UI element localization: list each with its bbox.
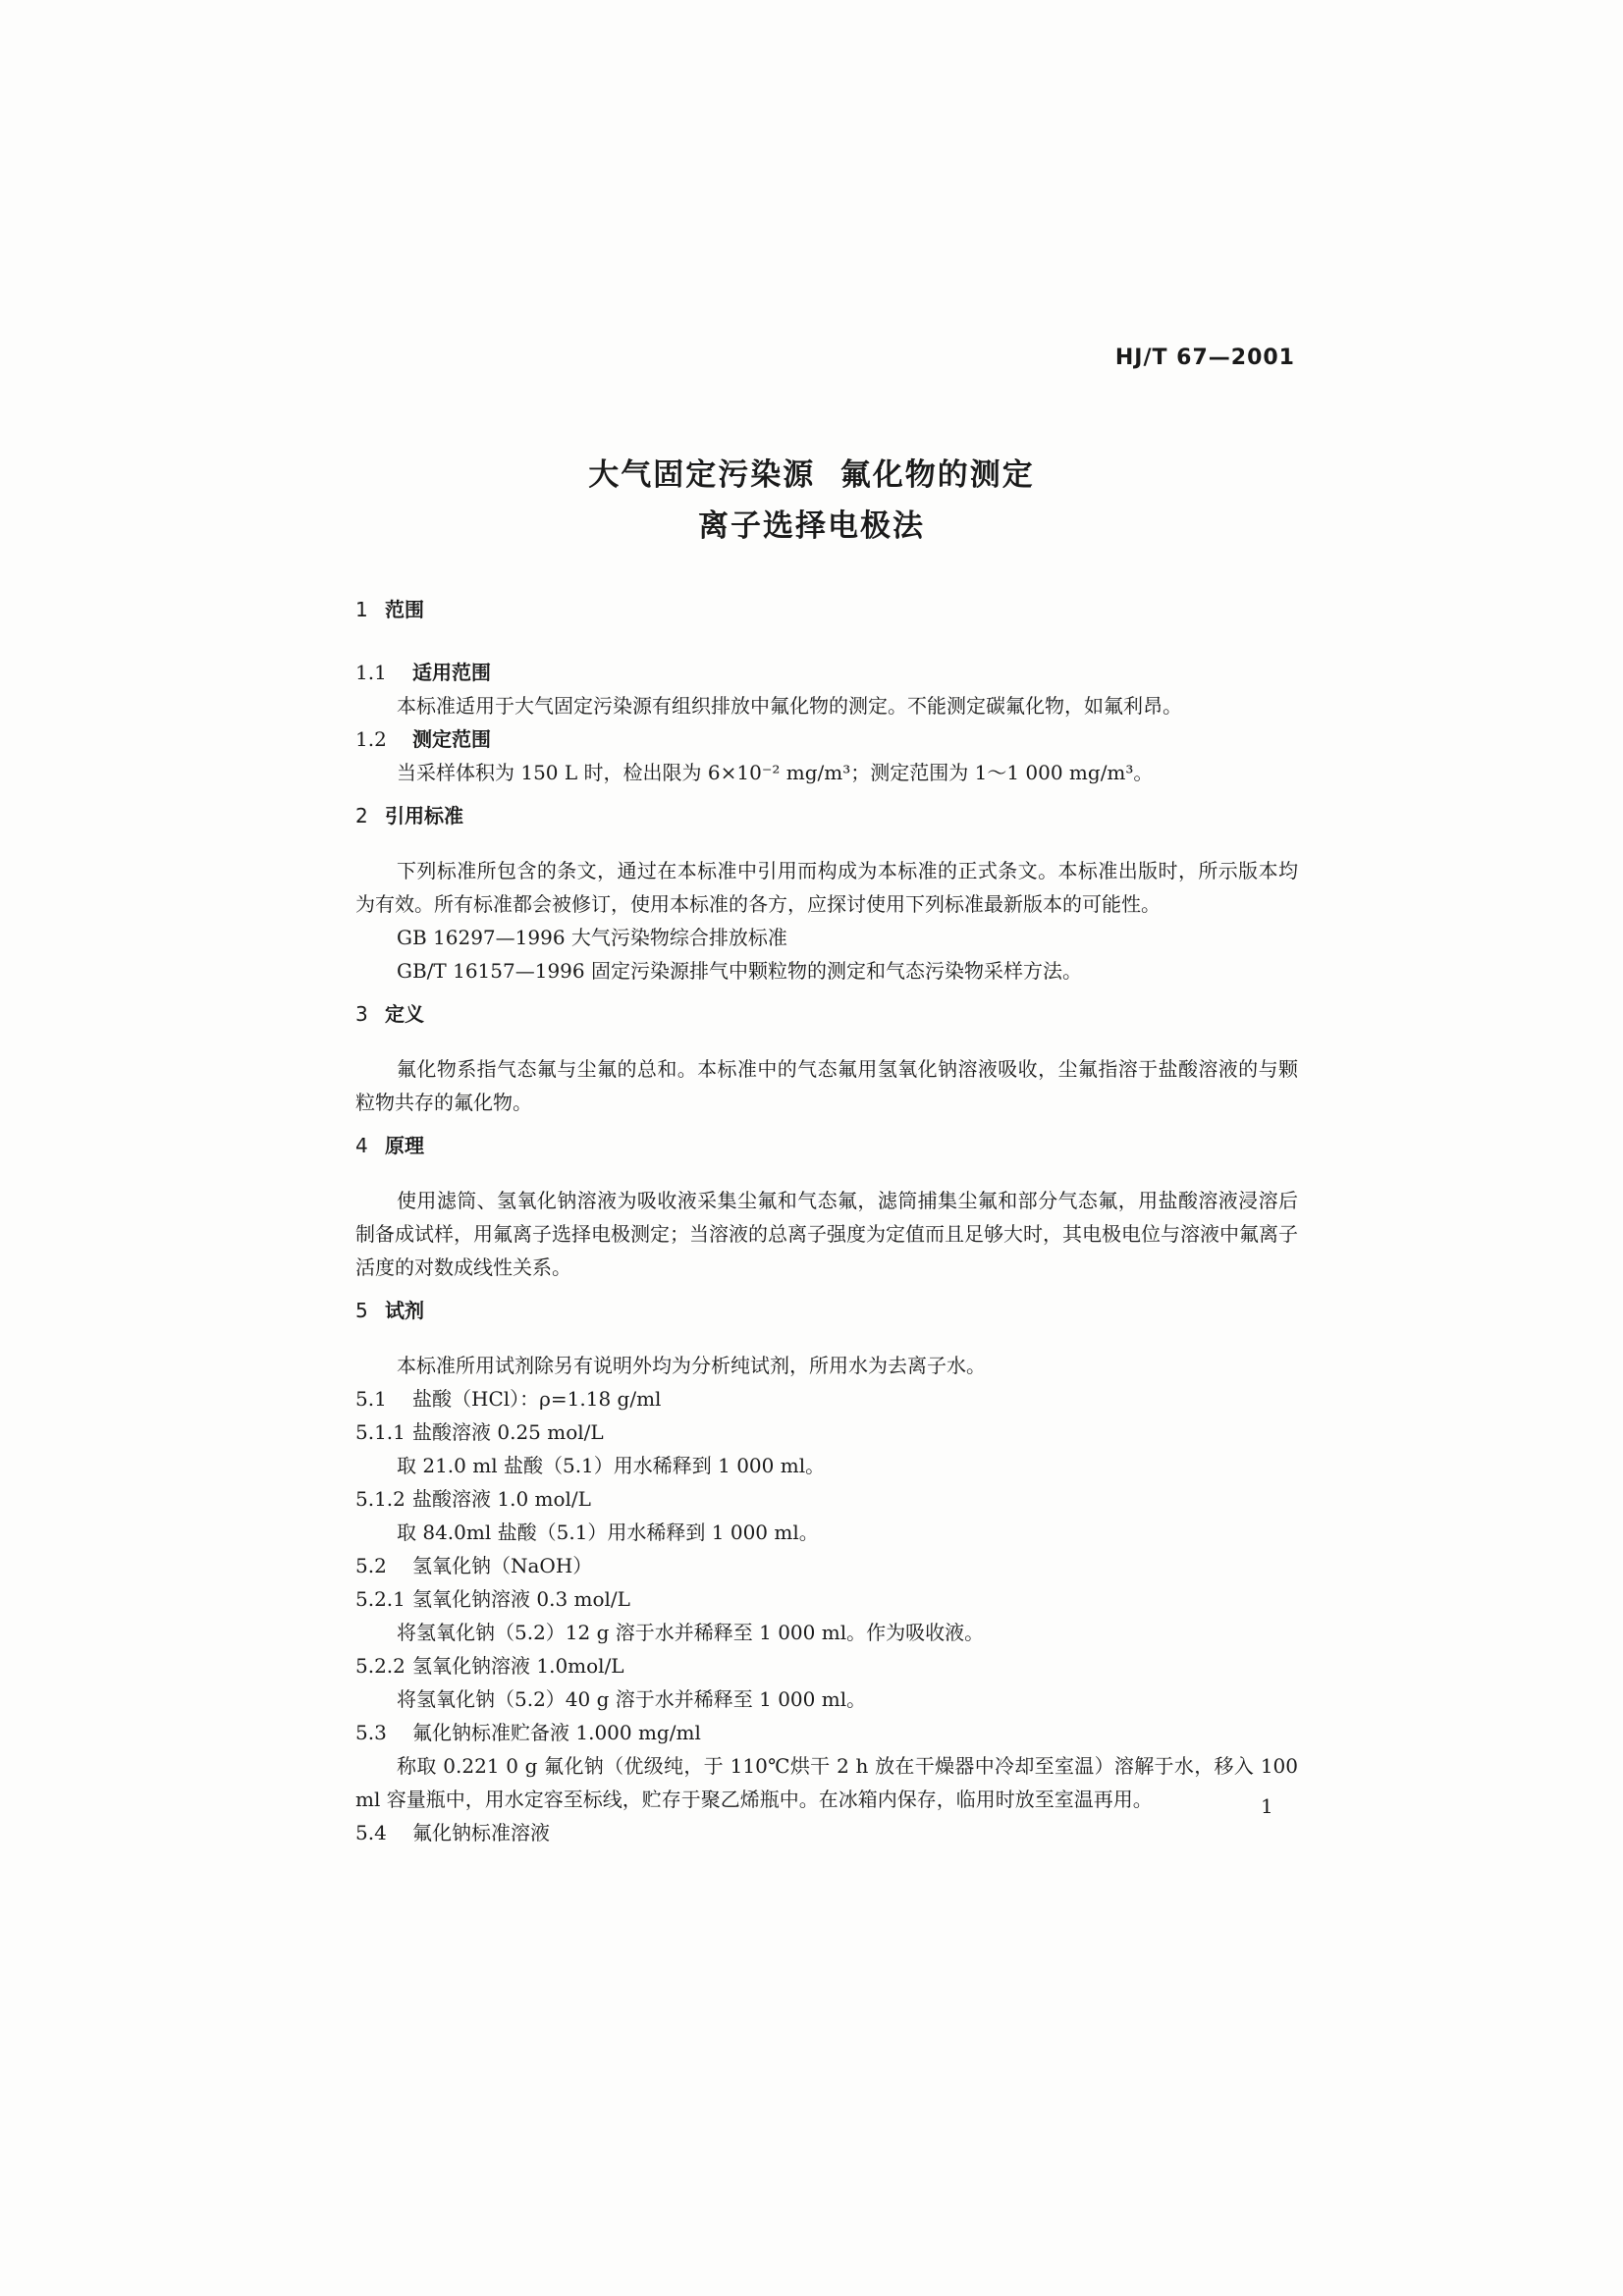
paragraph: 氟化物系指气态氟与尘氟的总和。本标准中的气态氟用氢氧化钠溶液吸收，尘氟指溶于盐酸溶液的与颗粒物共存的氟化物。 — [355, 1057, 1298, 1114]
clause-body: 将氢氧化钠（5.2）12 g 溶于水并稀释至 1 000 ml。作为吸收液。 — [397, 1621, 985, 1644]
section-number: 3 — [355, 1002, 368, 1026]
section-number: 4 — [355, 1134, 368, 1157]
clause-5-2 — [355, 1549, 1298, 1582]
paragraph: 使用滤筒、氢氧化钠溶液为吸收液采集尘氟和气态氟，滤筒捕集尘氟和部分气态氟，用盐酸溶液浸溶后制备成试样，用氟离子选择电极测定；当溶液的总离子强度为定值而且足够大时，其电极电位与溶液中氟离子活度的对数成线性关系。 — [355, 1189, 1298, 1279]
subsection-title: 适用范围 — [412, 661, 491, 684]
subsection-title: 测定范围 — [412, 727, 491, 751]
clause-5-1-1 — [355, 1415, 1298, 1449]
clause-text: 氟化钠标准溶液 — [412, 1821, 550, 1844]
title-line-2: 离子选择电极法 — [698, 508, 925, 544]
section-title: 定义 — [385, 1002, 424, 1026]
clause-text: 氢氧化钠溶液 0.3 mol/L — [412, 1587, 630, 1611]
reference-item: GB/T 16157—1996 固定污染源排气中颗粒物的测定和气态污染物采样方法。 — [397, 959, 1082, 983]
subsection-number: 1.1 — [355, 661, 387, 684]
subsection-heading-1-1 — [355, 656, 1298, 689]
section-number: 1 — [355, 598, 368, 621]
section-title: 原理 — [385, 1134, 424, 1157]
clause-number: 5.1.2 — [355, 1487, 406, 1511]
clause-text: 盐酸溶液 0.25 mol/L — [412, 1420, 604, 1444]
document-body — [355, 593, 1298, 1849]
section-title: 引用标准 — [385, 804, 463, 828]
clause-5-2-2 — [355, 1649, 1298, 1682]
clause-body: 取 84.0ml 盐酸（5.1）用水稀释到 1 000 ml。 — [397, 1521, 819, 1544]
section-heading-3 — [355, 997, 1298, 1031]
clause-number: 5.2 — [355, 1554, 387, 1577]
clause-text: 氟化钠标准贮备液 1.000 mg/ml — [412, 1721, 701, 1744]
clause-text: 氢氧化钠溶液 1.0mol/L — [412, 1654, 624, 1678]
clause-5-3 — [355, 1716, 1298, 1749]
clause-number: 5.2.2 — [355, 1654, 406, 1678]
subsection-number: 1.2 — [355, 727, 387, 751]
clause-text: 氢氧化钠（NaOH） — [412, 1554, 593, 1577]
paragraph: 本标准适用于大气固定污染源有组织排放中氟化物的测定。不能测定碳氟化物，如氟利昂。 — [397, 694, 1182, 718]
document-title — [0, 450, 1623, 552]
section-title: 范围 — [385, 598, 424, 621]
reference-item: GB 16297—1996 大气污染物综合排放标准 — [397, 926, 787, 949]
paragraph: 下列标准所包含的条文，通过在本标准中引用而构成为本标准的正式条文。本标准出版时，所示版本均为有效。所有标准都会被修订，使用本标准的各方，应探讨使用下列标准最新版本的可能性。 — [355, 859, 1298, 916]
clause-number: 5.2.1 — [355, 1587, 406, 1611]
clause-5-2-1 — [355, 1582, 1298, 1616]
clause-text: 盐酸（HCl）：ρ=1.18 g/ml — [412, 1387, 662, 1411]
clause-5-1 — [355, 1382, 1298, 1415]
clause-5-1-2 — [355, 1482, 1298, 1516]
clause-body: 称取 0.221 0 g 氟化钠（优级纯，于 110℃烘干 2 h 放在干燥器中冷却至室温）溶解于水，移入 100 ml 容量瓶中，用水定容至标线，贮存于聚乙烯瓶中。在冰箱内保存，临用时放至室温再用。 — [355, 1754, 1298, 1811]
title-line-1: 大气固定污染源 氟化物的测定 — [588, 457, 1035, 493]
section-heading-2 — [355, 799, 1298, 832]
section-heading-4 — [355, 1129, 1298, 1162]
paragraph: 本标准所用试剂除另有说明外均为分析纯试剂，所用水为去离子水。 — [397, 1354, 986, 1377]
clause-body: 取 21.0 ml 盐酸（5.1）用水稀释到 1 000 ml。 — [397, 1454, 826, 1477]
page-number: 1 — [1261, 1794, 1273, 1818]
clause-number: 5.1 — [355, 1387, 387, 1411]
section-number: 5 — [355, 1299, 368, 1322]
clause-text: 盐酸溶液 1.0 mol/L — [412, 1487, 591, 1511]
paragraph: 当采样体积为 150 L 时，检出限为 6×10⁻² mg/m³；测定范围为 1～1 000 mg/m³。 — [397, 761, 1154, 784]
subsection-heading-1-2 — [355, 722, 1298, 756]
clause-number: 5.1.1 — [355, 1420, 406, 1444]
clause-5-4 — [355, 1816, 1298, 1849]
clause-body: 将氢氧化钠（5.2）40 g 溶于水并稀释至 1 000 ml。 — [397, 1687, 867, 1711]
section-title: 试剂 — [385, 1299, 424, 1322]
clause-number: 5.3 — [355, 1721, 387, 1744]
section-heading-1 — [355, 593, 1298, 626]
section-heading-5 — [355, 1294, 1298, 1327]
clause-number: 5.4 — [355, 1821, 387, 1844]
section-number: 2 — [355, 804, 368, 828]
standard-code: HJ/T 67—2001 — [1114, 346, 1295, 370]
